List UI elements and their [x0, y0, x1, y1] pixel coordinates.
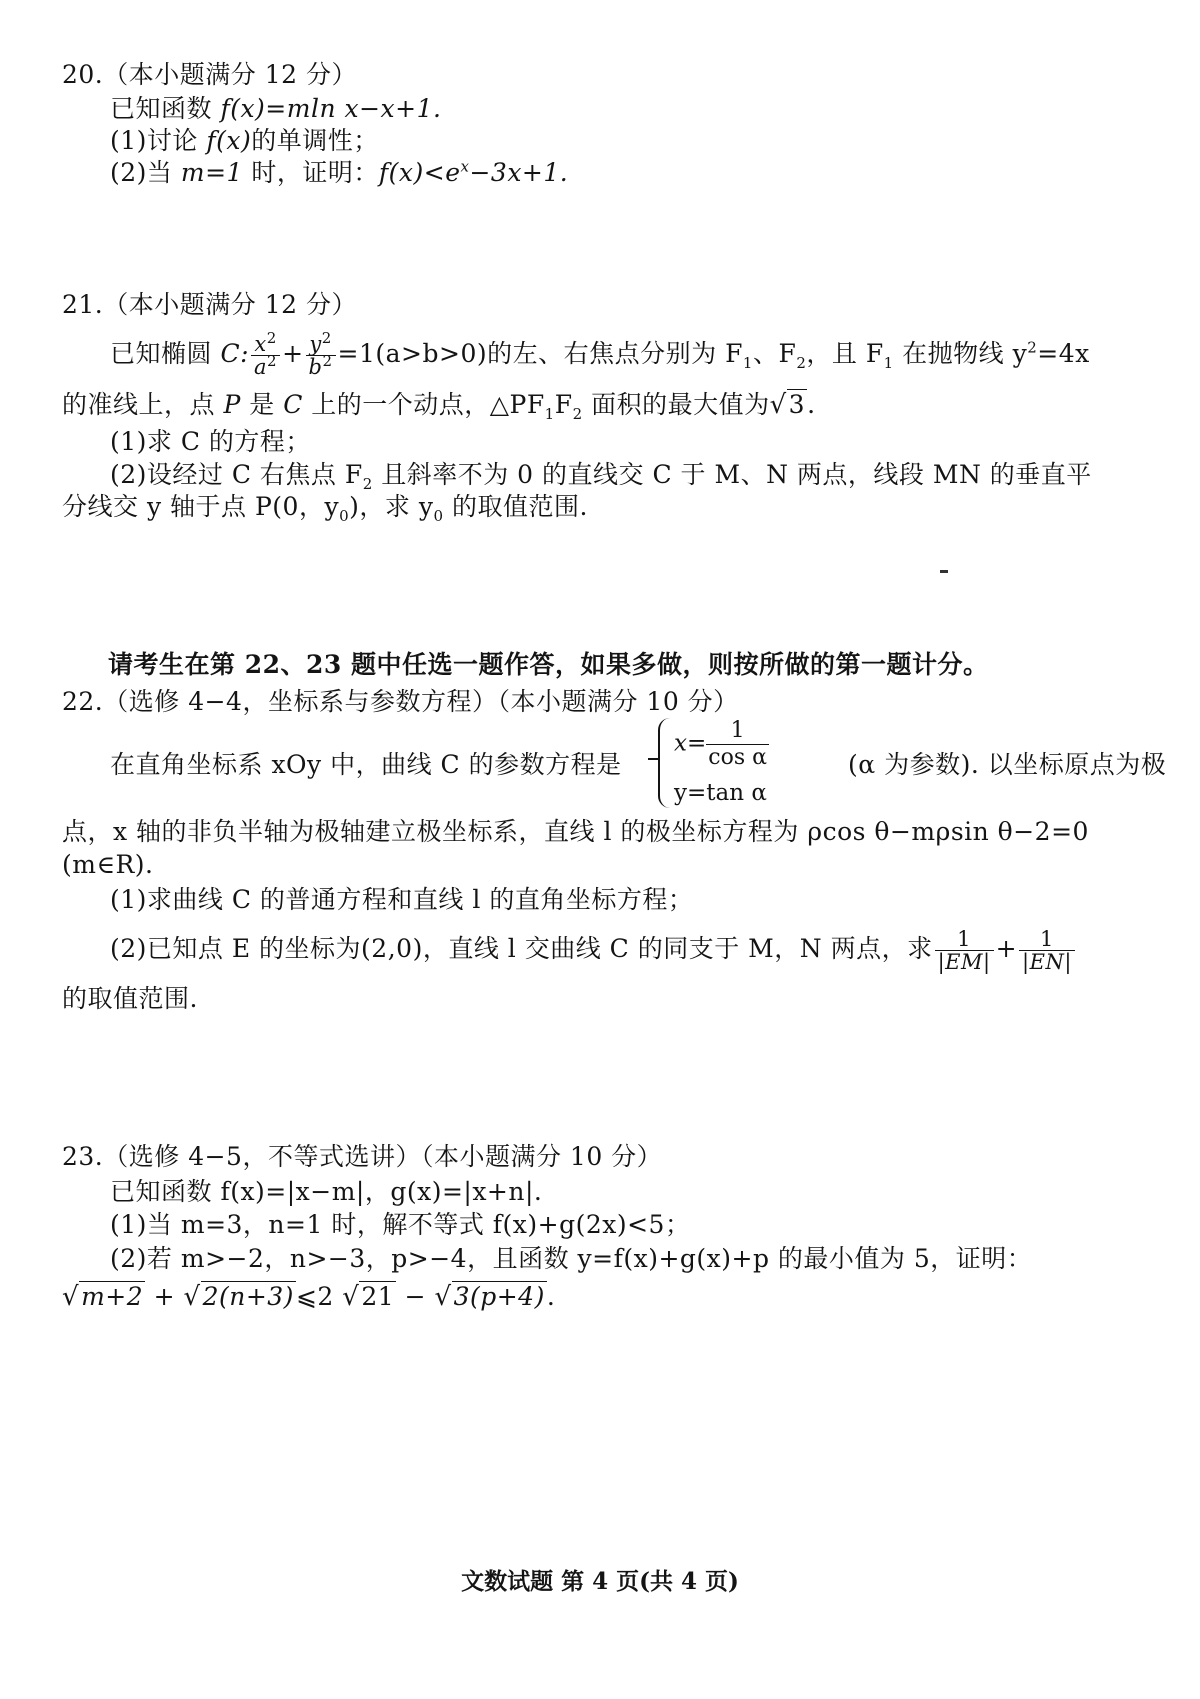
q21-part1: (1)求 C 的方程； — [110, 427, 311, 456]
q22-heading: 22.（选修 4−4，坐标系与参数方程）（本小题满分 10 分） — [62, 687, 739, 716]
page-footer: 文数试题 第 4 页(共 4 页) — [461, 1568, 739, 1595]
scan-mark — [940, 570, 948, 573]
sqrt-21: √21 — [342, 1282, 395, 1312]
fraction-x2-a2: $\frac{x^2}{a^2}$ — [251, 333, 280, 378]
q20-part2: (2)当 m=1 时，证明：$f(x)<e^x-3x+1$. — [110, 157, 569, 187]
q22-part2-line2: 的取值范围. — [62, 984, 198, 1013]
section-notice: 请考生在第 22、23 题中任选一题作答，如果多做，则按所做的第一题计分。 — [108, 650, 989, 679]
left-brace — [658, 718, 674, 808]
q21-part2-line2: 分线交 y 轴于点 P(0，$y_0$)，求 $y_0$ 的取值范围. — [62, 492, 588, 525]
q23-heading: 23.（选修 4−5，不等式选讲）（本小题满分 10 分） — [62, 1142, 663, 1171]
q22-part2-line1: (2)已知点 E 的坐标为(2,0)，直线 l 交曲线 C 的同支于 M，N 两点，求 $\frac{1}{|EM|}$ + $\frac{1}{|EN|}$ — [110, 928, 1077, 973]
q23-part1: (1)当 m=3，n=1 时，解不等式 f(x)+g(2x)<5； — [110, 1210, 691, 1239]
q21-stem-line1: 已知椭圆 C: $\frac{x^2}{a^2}$ + $\frac{y^2}{b^2}$ =1(a>b>0)的左、右焦点分别为 $F_1$、$F_2$，且 $F_1$ 在抛物线 $y^2=4x$ — [110, 329, 1090, 380]
q23-stem: 已知函数 f(x)=|x−m|，g(x)=|x+n|. — [110, 1177, 543, 1206]
q22-stem-line1: 在直角坐标系 xOy 中，曲线 C 的参数方程是 — [110, 750, 622, 779]
q21-heading: 21.（本小题满分 12 分） — [62, 290, 357, 319]
sqrt-m-plus-2: √m+2 — [62, 1282, 144, 1312]
q20-heading: 20.（本小题满分 12 分） — [62, 60, 357, 89]
sqrt-2n-plus-3: √2(n+3) — [183, 1282, 294, 1312]
q22-stem-line3: (m∈R). — [62, 850, 154, 879]
sqrt-3p-plus-4: √3(p+4) — [434, 1282, 545, 1312]
q21-part2-line1: (2)设经过 C 右焦点 $F_2$ 且斜率不为 0 的直线交 C 于 M、N 两点，线段 MN 的垂直平 — [110, 460, 1092, 493]
fraction-1-over-EN: $\frac{1}{|EN|}$ — [1019, 928, 1075, 973]
q21-stem-line2: 的准线上，点 P 是 C 上的一个动点，$\triangle PF_1F_2$ 面积的最大值为√3. — [62, 390, 816, 423]
parametric-system — [658, 718, 878, 810]
q20-part1: (1)讨论 f(x)的单调性； — [110, 126, 379, 155]
q22-stem-line1-tail: (α 为参数). 以坐标原点为极 — [848, 750, 1167, 779]
q23-part2-line2: √m+2 + √2(n+3)⩽2 √21 − √3(p+4). — [62, 1282, 556, 1312]
fraction-1-over-EM: $\frac{1}{|EM|}$ — [935, 928, 994, 973]
q22-stem-line2: 点，x 轴的非负半轴为极轴建立极坐标系，直线 l 的极坐标方程为 ρcos θ−mρsin θ−2=0 — [62, 817, 1089, 846]
q23-part2-line1: (2)若 m>−2，n>−3，p>−4，且函数 y=f(x)+g(x)+p 的最小值为 5，证明： — [110, 1244, 1033, 1273]
q22-part1: (1)求曲线 C 的普通方程和直线 l 的直角坐标方程； — [110, 885, 694, 914]
sqrt-3: √3 — [769, 390, 806, 420]
parametric-x: x= $\frac{1}{\text{cos α}}$ — [674, 718, 767, 770]
q20-stem: 已知函数 f(x)=mln x−x+1. — [110, 94, 442, 123]
fraction-y2-b2: $\frac{y^2}{b^2}$ — [306, 333, 336, 378]
parametric-y: y=tan α — [674, 780, 767, 806]
